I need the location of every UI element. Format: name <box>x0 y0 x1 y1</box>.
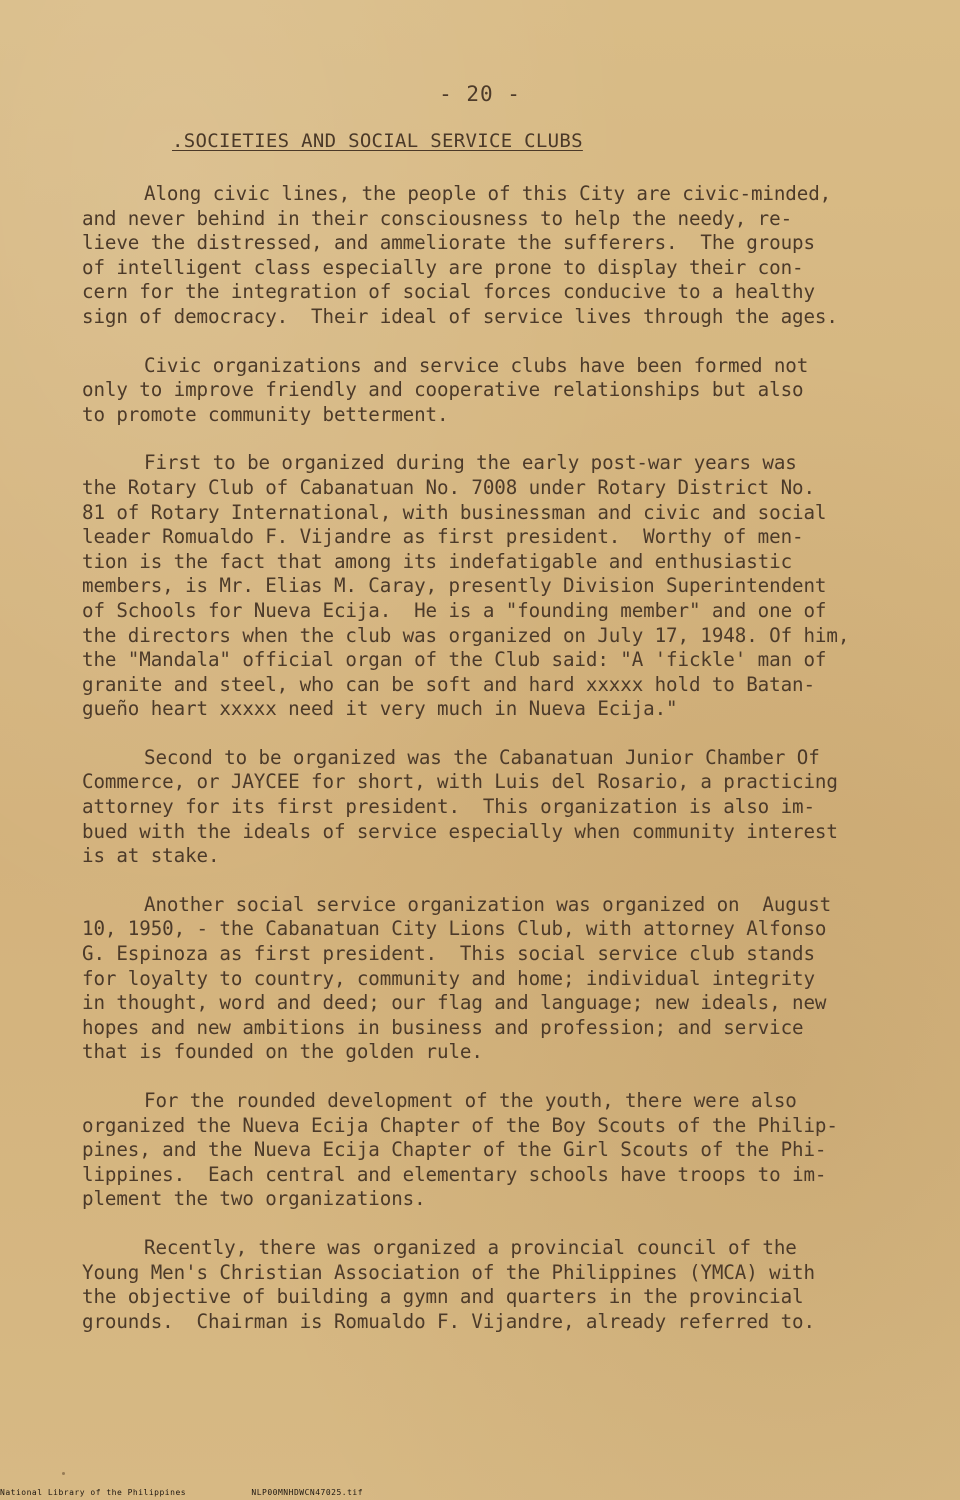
text-line: cern for the integration of social forces conducive to a healthy <box>82 280 815 304</box>
text-line: grounds. Chairman is Romualdo F. Vijandre, already referred to. <box>82 1309 815 1333</box>
text-line: Young Men's Christian Association of the Philippines (YMCA) with <box>82 1260 815 1284</box>
text-line: is at stake. <box>82 844 220 868</box>
text-line: bued with the ideals of service especially when community interest <box>82 819 838 843</box>
text-line: First to be organized during the early post-war years was <box>144 451 797 475</box>
text-line: Recently, there was organized a provincial council of the <box>144 1235 797 1259</box>
document-body <box>82 182 902 1358</box>
text-line: hopes and new ambitions in business and profession; and service <box>82 1015 804 1039</box>
text-line: tion is the fact that among its indefatigable and enthusiastic <box>82 549 793 573</box>
text-line: lippines. Each central and elementary schools have troops to im- <box>82 1162 827 1186</box>
paragraph-scouts <box>82 1089 902 1212</box>
text-line: the directors when the club was organized on July 17, 1948. Of him, <box>82 623 850 647</box>
text-line: For the rounded development of the youth, there were also <box>144 1089 797 1112</box>
text-line: attorney for its first president. This organization is also im- <box>82 795 815 819</box>
text-line: lieve the distressed, and ammeliorate the sufferers. The groups <box>82 231 815 255</box>
text-line: 10, 1950, - the Cabanatuan City Lions Club, with attorney Alfonso <box>82 917 827 941</box>
text-line: the Rotary Club of Cabanatuan No. 7008 under Rotary District No. <box>82 475 815 499</box>
text-line: only to improve friendly and cooperative relationships but also <box>82 378 804 402</box>
text-line: Along civic lines, the people of this City are civic-minded, <box>144 182 832 205</box>
text-line: of intelligent class especially are prone to display their con- <box>82 255 804 279</box>
section-heading: .SOCIETIES AND SOCIAL SERVICE CLUBS <box>172 130 583 152</box>
page-number: - 20 - <box>439 82 521 106</box>
text-line: sign of democracy. Their ideal of service lives through the ages. <box>82 304 838 328</box>
text-line: members, is Mr. Elias M. Caray, presently Division Superintendent <box>82 574 827 598</box>
text-line: the "Mandala" official organ of the Club said: "A 'fickle' man of <box>82 648 827 672</box>
text-line: to promote community betterment. <box>82 402 449 426</box>
text-line: for loyalty to country, community and home; individual integrity <box>82 966 815 990</box>
paragraph-jaycee <box>82 746 902 869</box>
paragraph-civic-minded <box>82 182 902 330</box>
text-line: Another social service organization was organized on August <box>144 892 832 916</box>
text-line: in thought, word and deed; our flag and language; new ideals, new <box>82 991 827 1015</box>
paper-speck <box>62 1472 65 1475</box>
scan-footer <box>0 1488 363 1498</box>
text-line: organized the Nueva Ecija Chapter of the Boy Scouts of the Philip- <box>82 1113 838 1137</box>
text-line: Commerce, or JAYCEE for short, with Luis del Rosario, a practicing <box>82 770 838 794</box>
text-line: that is founded on the golden rule. <box>82 1040 483 1064</box>
text-line: leader Romualdo F. Vijandre as first president. Worthy of men- <box>82 525 804 549</box>
text-line: the objective of building a gymn and quarters in the provincial <box>82 1285 804 1309</box>
text-line: Civic organizations and service clubs have been formed not <box>144 353 809 377</box>
paragraph-civic-organizations <box>82 354 902 428</box>
text-line: G. Espinoza as first president. This social service club stands <box>82 942 815 966</box>
paragraph-rotary-club <box>82 451 902 722</box>
text-line: plement the two organizations. <box>82 1187 426 1211</box>
text-line: Second to be organized was the Cabanatuan Junior Chamber Of <box>144 745 820 769</box>
file-id: NLP00MNHDWCN47025.tif <box>251 1488 364 1497</box>
text-line: of Schools for Nueva Ecija. He is a "founding member" and one of <box>82 598 827 622</box>
paragraph-ymca <box>82 1236 902 1334</box>
text-line: gueño heart xxxxx need it very much in Nueva Ecija." <box>82 697 678 721</box>
text-line: pines, and the Nueva Ecija Chapter of the Girl Scouts of the Phi- <box>82 1138 827 1162</box>
paragraph-lions-club <box>82 893 902 1065</box>
text-line: and never behind in their consciousness to help the needy, re- <box>82 206 793 230</box>
text-line: granite and steel, who can be soft and hard xxxxx hold to Batan- <box>82 672 815 696</box>
text-line: 81 of Rotary International, with businessman and civic and social <box>82 500 827 524</box>
library-credit: National Library of the Philippines <box>0 1488 187 1497</box>
